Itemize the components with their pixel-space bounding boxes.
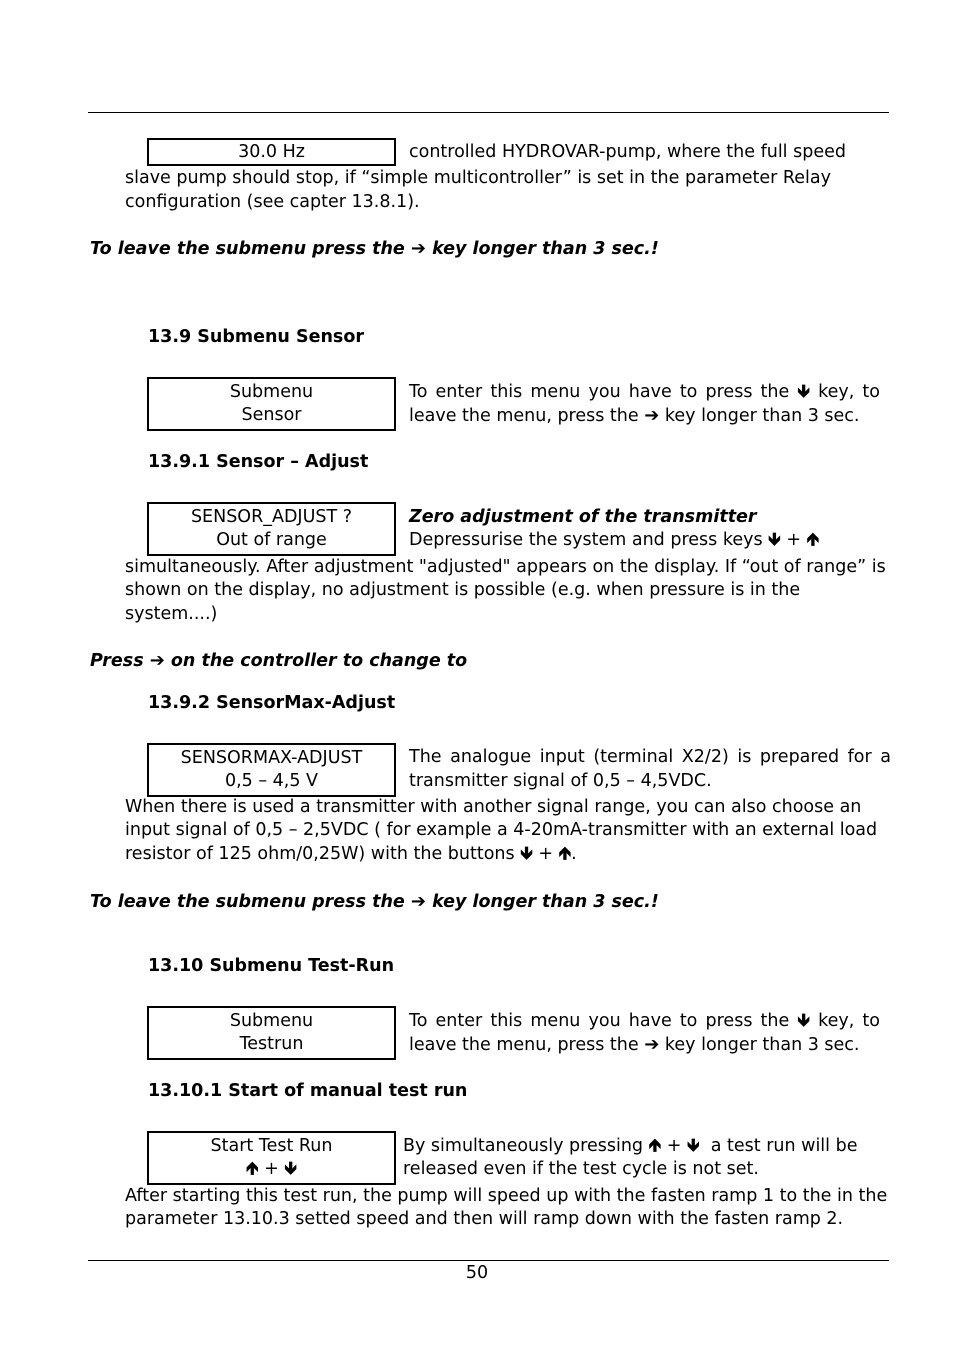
body-text: released even if the test cycle is not set. (403, 1159, 759, 1179)
text-line: simultaneously. After adjustment "adjusted" appears on the display. If “out of range” is (125, 557, 886, 577)
right-arrow-icon: ➔ (644, 1034, 660, 1055)
leave-submenu-note (90, 890, 659, 914)
display-line: SENSORMAX-ADJUST (180, 748, 363, 768)
down-arrow-icon: 🡻 (520, 843, 533, 864)
body-paragraph (125, 1185, 890, 1232)
display-line: Submenu (229, 1011, 314, 1031)
note-text: key longer than 3 sec.! (432, 892, 659, 912)
down-arrow-icon: 🡻 (284, 1159, 297, 1179)
display-box-sensormax-adjust (147, 743, 396, 797)
display-box-submenu-sensor (147, 377, 396, 431)
text-part: + (666, 1136, 682, 1156)
body-text (403, 1135, 857, 1158)
text-part: + (538, 843, 554, 864)
display-line: 0,5 – 4,5 V (224, 771, 319, 791)
text-line (125, 843, 890, 866)
display-line: SENSOR_ADJUST ? (190, 507, 353, 527)
body-text: slave pump should stop, if “simple multicontroller” is set in the parameter Relay (125, 168, 831, 188)
up-arrow-icon: 🡹 (648, 1136, 662, 1156)
text-part: resistor of 125 ohm/0,25W) with the buttons (125, 843, 515, 864)
down-arrow-icon: 🡻 (768, 530, 781, 550)
note-text: To leave the submenu press the (90, 892, 405, 912)
down-arrow-icon: 🡻 (797, 382, 810, 402)
display-line: Start Test Run (210, 1136, 333, 1156)
text-part: To enter this menu you have to press the (409, 1011, 790, 1031)
section-heading: 13.9.2 SensorMax-Adjust (148, 693, 396, 713)
right-arrow-icon: ➔ (410, 238, 426, 259)
display-text: 30.0 Hz (238, 142, 305, 162)
display-line: Submenu (229, 382, 314, 402)
text-part: a test run will be (710, 1136, 858, 1156)
note-text: To leave the submenu press the (90, 239, 405, 259)
body-text (409, 404, 860, 428)
display-box-frequency (147, 138, 396, 166)
display-line: Sensor (241, 405, 302, 425)
text-part: key, to (818, 1011, 880, 1031)
text-part: leave the menu, press the (409, 406, 639, 426)
down-arrow-icon: 🡻 (797, 1011, 810, 1031)
text-part: By simultaneously pressing (403, 1136, 644, 1156)
display-box-sensor-adjust (147, 502, 396, 556)
right-arrow-icon: ➔ (410, 891, 426, 912)
display-line: Testrun (239, 1034, 304, 1054)
body-paragraph (125, 796, 890, 866)
section-heading: 13.9.1 Sensor – Adjust (148, 452, 369, 472)
section-heading: 13.9 Submenu Sensor (148, 327, 364, 347)
text-part: key longer than 3 sec. (664, 406, 860, 426)
text-part: + (786, 530, 801, 550)
text-part: key longer than 3 sec. (664, 1035, 860, 1055)
press-note (90, 649, 467, 673)
text-line: parameter 13.10.3 setted speed and then will ramp down with the fasten ramp 2. (125, 1209, 844, 1230)
text-part: leave the menu, press the (409, 1035, 639, 1055)
subsection-title: Zero adjustment of the transmitter (409, 507, 757, 527)
right-arrow-icon: ➔ (644, 405, 660, 426)
body-text: configuration (see capter 13.8.1). (125, 192, 420, 212)
body-text: The analogue input (terminal X2/2) is prepared for a (409, 747, 891, 767)
text-part: To enter this menu you have to press the (409, 382, 790, 402)
note-text: on the controller to change to (170, 651, 468, 671)
section-heading: 13.10 Submenu Test-Run (148, 956, 395, 976)
display-box-submenu-testrun (147, 1006, 396, 1060)
body-text (409, 1010, 880, 1033)
body-paragraph (125, 556, 890, 626)
up-arrow-icon: 🡹 (246, 1159, 259, 1179)
section-heading: 13.10.1 Start of manual test run (148, 1081, 468, 1101)
text-line: When there is used a transmitter with another signal range, you can also choose an (125, 797, 862, 817)
note-text: key longer than 3 sec.! (432, 239, 659, 259)
text-line: After starting this test run, the pump will speed up with the fasten ramp 1 to the in the (125, 1186, 888, 1206)
down-arrow-icon: 🡻 (687, 1136, 700, 1156)
display-line (149, 1158, 394, 1181)
note-text: Press (90, 651, 144, 671)
text-part: Depressurise the system and press keys (409, 530, 763, 550)
text-line: shown on the display, no adjustment is possible (e.g. when pressure is in the (125, 580, 801, 601)
body-text: transmitter signal of 0,5 – 4,5VDC. (409, 771, 712, 791)
right-arrow-icon: ➔ (149, 650, 165, 671)
footer-rule (88, 1260, 889, 1261)
up-arrow-icon: 🡹 (806, 530, 820, 550)
display-line: Out of range (216, 530, 327, 550)
body-text: controlled HYDROVAR-pump, where the full speed (409, 142, 846, 162)
text-part: + (264, 1159, 279, 1179)
body-text (409, 1033, 860, 1057)
body-text (409, 381, 880, 404)
leave-submenu-note (90, 237, 659, 261)
text-line: input signal of 0,5 – 2,5VDC ( for example a 4-20mA-transmitter with an external load (125, 820, 878, 841)
up-arrow-icon: 🡹 (558, 843, 572, 864)
text-part: key, to (818, 382, 880, 402)
header-rule (88, 112, 889, 113)
text-part: . (571, 843, 577, 864)
page-number: 50 (465, 1263, 489, 1283)
body-text (409, 529, 819, 552)
text-line: system....) (125, 603, 218, 624)
display-box-start-test-run (147, 1131, 396, 1185)
